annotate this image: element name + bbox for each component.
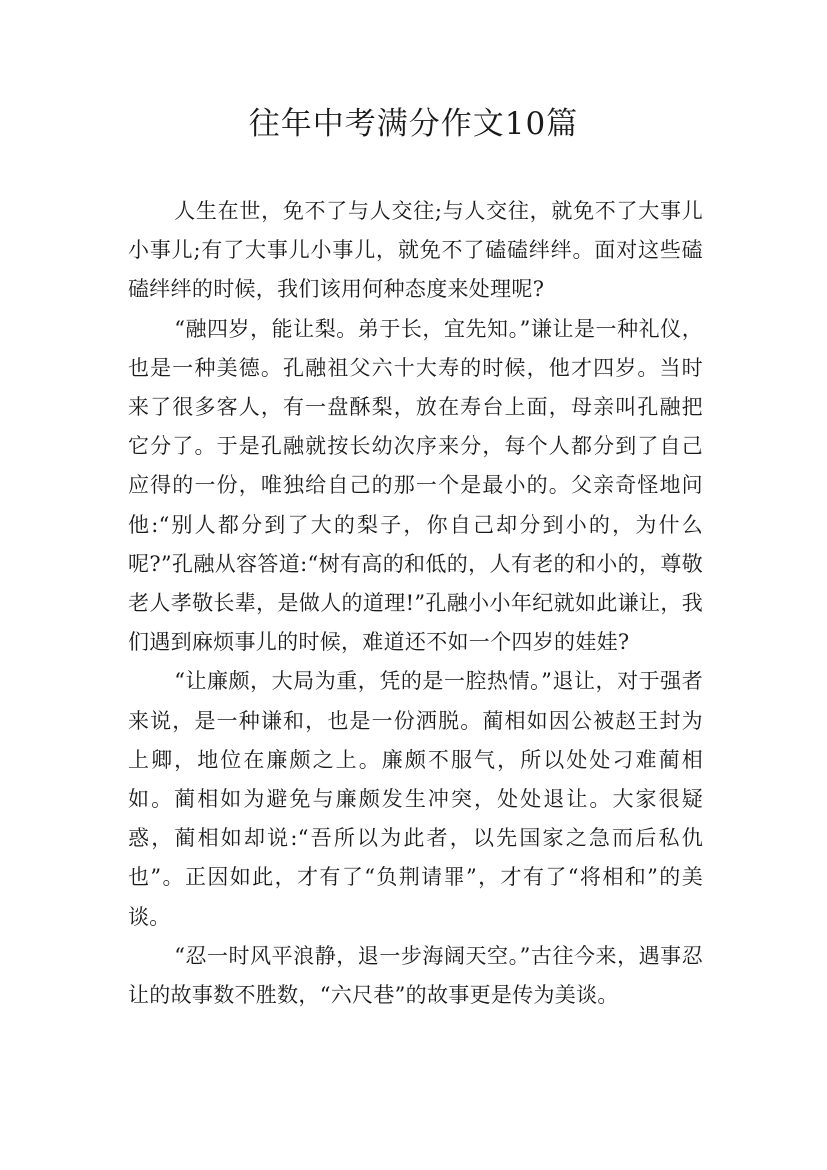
document-title: 往年中考满分作文10篇 [248,106,579,142]
paragraph-2: “融四岁，能让梨。弟于长，宜先知。”谦让是一种礼仪，也是一种美德。孔融祖父六十大寿的时候，他才四岁。当时来了很多客人，有一盘酥梨，放在寿台上面，母亲叫孔融把它分了。于是孔融就按长幼次序来分，每个人都分到了自己应得的一份，唯独给自己的那一个是最小的。父亲奇怪地问他:“别人都分到了大的梨子，你自己却分到小的，为什么呢?”孔融从容答道:“树有高的和低的，人有老的和小的，尊敬老人孝敬长辈，是做人的道理!”孔融小小年纪就如此谦让，我们遇到麻烦事儿的时候，难道还不如一个四岁的娃娃? [128,316,703,655]
paragraph-3: “让廉颇，大局为重，凭的是一腔热情。”退让，对于强者来说，是一种谦和，也是一份洒脱。蔺相如因公被赵王封为上卿，地位在廉颇之上。廉颇不服气，所以处处刁难蔺相如。蔺相如为避免与廉颇发生冲突，处处退让。大家很疑惑，蔺相如却说:“吾所以为此者，以先国家之急而后私仇也”。正因如此，才有了“负荆请罪”，才有了“将相和”的美谈。 [128,669,703,929]
paragraph-1: 人生在世，免不了与人交往;与人交往，就免不了大事儿小事儿;有了大事儿小事儿，就免不了磕磕绊绊。面对这些磕磕绊绊的时候，我们该用何种态度来处理呢? [128,199,703,302]
paragraph-4: “忍一时风平浪静，退一步海阔天空。”古往今来，遇事忍让的故事数不胜数，“六尺巷”的故事更是传为美谈。 [128,943,703,1008]
document-body [128,192,703,1015]
